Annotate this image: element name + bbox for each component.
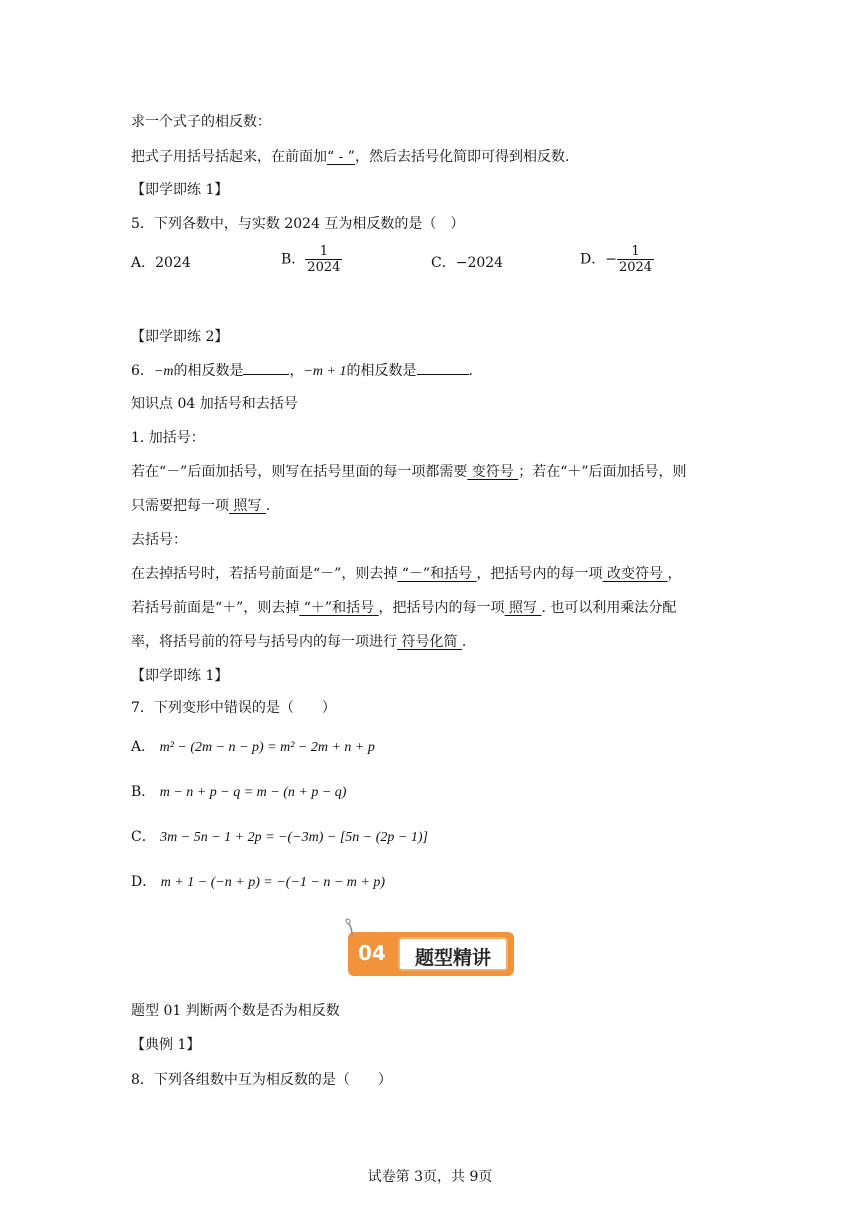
question-text: 8．下列各组数中互为相反数的是（ ） <box>131 1072 392 1088</box>
line-text: 【典例 1】 <box>131 1037 201 1053</box>
text-line <box>131 147 569 167</box>
text-line <box>131 462 687 482</box>
badge-title-box <box>398 937 508 971</box>
line-text: 【即学即练 1】 <box>131 668 229 684</box>
math-expression: −m <box>153 364 174 379</box>
option-label: C． <box>431 255 456 271</box>
line-text: . <box>265 498 271 514</box>
fraction <box>305 244 342 275</box>
line-text: 求一个式子的相反数： <box>131 114 271 130</box>
sprout-icon <box>344 918 360 936</box>
underlined-answer: 变符号 <box>467 464 519 480</box>
option-b <box>131 782 346 803</box>
line-text: 【即学即练 1】 <box>131 182 229 198</box>
question-6 <box>131 360 473 382</box>
option-b <box>281 244 342 275</box>
line-text: 【即学即练 2】 <box>131 329 229 345</box>
line-text: . 也可以利用乘法分配 <box>541 600 677 616</box>
text-line <box>131 428 205 448</box>
section-heading <box>131 1001 340 1021</box>
line-text: 若括号前面是“＋”，则去掉 <box>131 600 300 616</box>
math-expression: 3m − 5n − 1 + 2p = −(−3m) − [5n − (2p − 1)] <box>160 830 428 845</box>
exercise-heading <box>131 327 228 347</box>
question-8 <box>131 1070 392 1090</box>
numerator: 1 <box>631 244 640 259</box>
badge-number: 04 <box>358 941 386 965</box>
answer-blank <box>243 360 289 375</box>
text-line <box>131 564 681 584</box>
option-c <box>131 827 428 848</box>
page-footer: 试卷第 3页，共 9页 <box>367 1169 493 1185</box>
line-text: 在去掉括号时，若括号前面是“－”，则去掉 <box>131 566 398 582</box>
exercise-heading <box>131 180 228 200</box>
option-label: D． <box>580 251 606 268</box>
line-text: 的相反数是 <box>346 363 417 379</box>
denominator: 2024 <box>618 260 653 275</box>
line-text: ，把括号内的每一项 <box>476 566 603 582</box>
option-label: A． <box>131 739 156 755</box>
option-label: B． <box>281 251 306 268</box>
line-text: . <box>461 634 467 650</box>
line-text: ， <box>667 566 682 582</box>
minus-sign: − <box>605 251 617 268</box>
underlined-answer: “－”和括号 <box>397 566 477 582</box>
question-text: 7．下列变形中错误的是（ ） <box>131 700 336 716</box>
text-line <box>131 632 466 652</box>
denominator: 2024 <box>307 260 341 275</box>
example-heading <box>131 1035 200 1055</box>
line-text: 率，将括号前的符号与括号内的每一项进行 <box>131 634 397 650</box>
option-a <box>131 253 191 273</box>
option-d <box>131 872 385 893</box>
underlined-answer: “ - ” <box>327 149 355 165</box>
text-line <box>131 112 271 132</box>
line-text: . <box>468 363 473 379</box>
underlined-answer: 照写 <box>504 600 542 616</box>
option-label: D． <box>131 874 157 890</box>
question-text: 5．下列各数中，与实数 2024 互为相反数的是（ ） <box>131 216 465 232</box>
text-line <box>131 496 270 516</box>
option-d <box>580 244 654 275</box>
fraction <box>617 244 654 275</box>
option-a <box>131 737 375 758</box>
option-c <box>431 253 503 273</box>
numerator: 1 <box>319 244 328 259</box>
line-text: 题型 01 判断两个数是否为相反数 <box>131 1003 340 1019</box>
section-heading <box>131 394 298 414</box>
line-text: 只需要把每一项 <box>131 498 229 514</box>
line-text: 把式子用括号括起来，在前面加 <box>131 149 327 165</box>
section-badge <box>348 932 514 976</box>
exercise-heading <box>131 666 228 686</box>
question-5 <box>131 214 464 234</box>
line-text: ，然后去括号化简即可得到相反数. <box>354 149 570 165</box>
underlined-answer: “＋”和括号 <box>299 600 379 616</box>
option-label: B． <box>131 784 156 800</box>
line-text: ；若在“＋”后面加括号，则 <box>518 464 687 480</box>
line-text: 知识点 04 加括号和去括号 <box>131 396 298 412</box>
option-label: C． <box>131 829 156 845</box>
line-text: ， <box>289 363 304 379</box>
math-expression: m − n + p − q = m − (n + p − q) <box>159 785 347 800</box>
option-label: A． <box>131 255 156 271</box>
text-line <box>131 530 187 550</box>
math-expression: m + 1 − (−n + p) = −(−1 − n − m + p) <box>160 875 386 890</box>
option-value: −2024 <box>455 255 504 271</box>
math-expression: m² − (2m − n − p) = m² − 2m + n + p <box>159 740 375 755</box>
text-line <box>131 598 676 618</box>
answer-blank <box>417 360 469 375</box>
question-number: 6． <box>131 363 154 379</box>
underlined-answer: 改变符号 <box>602 566 668 582</box>
line-text: ，把括号内的每一项 <box>378 600 505 616</box>
underlined-answer: 照写 <box>229 498 266 514</box>
badge-title: 题型精讲 <box>414 947 491 969</box>
line-text: 1. 加括号： <box>131 430 205 446</box>
line-text: 若在“－”后面加括号，则写在括号里面的每一项都需要 <box>131 464 468 480</box>
underlined-answer: 符号化简 <box>397 634 462 650</box>
line-text: 去括号： <box>131 532 187 548</box>
line-text: 的相反数是 <box>173 363 244 379</box>
option-value: 2024 <box>155 255 191 271</box>
question-7 <box>131 698 336 718</box>
math-expression: −m + 1 <box>303 364 347 379</box>
